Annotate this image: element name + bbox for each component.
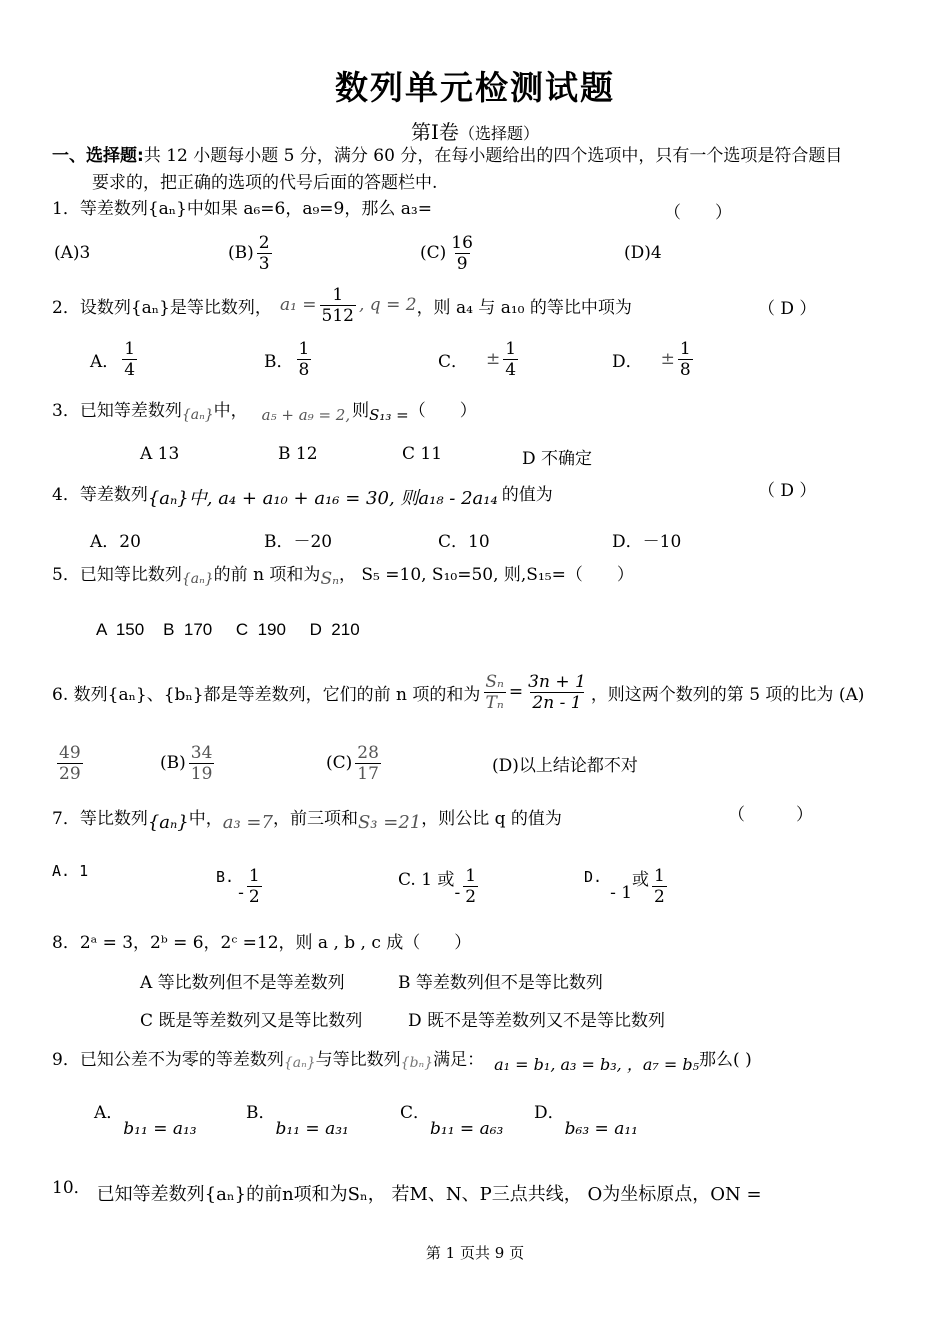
q4-option-b: B．－20 [264,532,333,552]
q1-option-d: (D)4 [624,243,662,263]
question-6-stem: 6. 数列{aₙ}、{bₙ}都是等差数列，它们的前 n 项的和为 $\frac{\text{Sₙ}}{\text{Tₙ}}$ = $\frac{3n + 1}{2n - 1}$ ，则这两个数列的第 5 项的比为 (A) [52,671,865,713]
q2-option-b: B． $\frac{1}{8}$ [264,338,310,380]
q1-option-b: (B) $\frac{2}{3}$ [228,232,270,274]
q7-option-c: C. 1 或 - $\frac{1}{2}$ [398,865,477,907]
question-10-stem: 10． 已知等差数列{aₙ}的前n项和为Sₙ， 若M、N、P三点共线， O为坐标原点，ON = [52,1164,762,1206]
q3-option-a: A 13 [140,444,180,464]
fraction: $\frac{1}{8}$ [679,338,691,380]
question-4-answer-paren: （ D ） [758,481,817,501]
question-8-stem: 8．2ᵃ = 3，2ᵇ = 6，2ᶜ =12，则 a , b , c 成（ ） [52,933,472,953]
q9-option-b: B． b₁₁ = a₃₁ [246,1102,349,1139]
q6-option-a [54,738,86,788]
fraction: $\frac{1}{2}$ [248,865,260,907]
q6-option-b: (B) $\frac{34}{19}$ [160,742,213,784]
question-10-number: 10． [52,1177,91,1198]
part-label: 第Ⅰ卷 [411,120,459,144]
q1-option-a: (A)3 [54,243,91,263]
q8-option-d: D 既不是等差数列又不是等比数列 [408,1011,666,1031]
q7-option-d: D. - 1 或 $\frac{1}{2}$ [584,865,665,907]
fraction: $\frac{1}{512}$ [321,284,354,326]
q6-option-d: (D)以上结论都不对 [492,755,638,776]
question-5-stem: 5．已知等比数列 {aₙ} 的前 n 项和为 Sₙ ， S₅ =10, S₁₀=50, 则,S₁₅=（ ） [52,564,634,589]
question-3-stem: 3．已知等差数列 {aₙ} 中， a₅ + a₉ = 2, 则 S₁₃ = （ ） [52,400,477,424]
q4-option-a: A．20 [90,532,141,552]
q2-option-d: D． ± $\frac{1}{8}$ [612,338,691,380]
part-note: （选择题） [458,124,539,143]
q7-option-b: B. - $\frac{1}{2}$ [216,865,260,907]
q1-option-c: (C) $\frac{16}{9}$ [420,232,473,274]
fraction: $\frac{1}{2}$ [465,865,477,907]
section-text-2: 要求的，把正确的选项的代号后面的答题栏中. [92,173,438,193]
q6-option-c: (C) $\frac{28}{17}$ [326,742,379,784]
fraction: $\frac{34}{19}$ [190,742,213,784]
q3-option-b: B 12 [278,444,318,464]
question-2-stem: 2．设数列{aₙ}是等比数列， a₁ = $\frac{1}{512}$ , q = 2 ，则 a₄ 与 a₁₀ 的等比中项为 [52,284,632,326]
q2-option-a: A． $\frac{1}{4}$ [90,338,136,380]
question-2-answer-paren: （ D ） [758,299,817,319]
fraction: $\frac{1}{8}$ [298,338,310,380]
fraction: $\frac{1}{4}$ [124,338,136,380]
q3-option-c: C 11 [402,444,443,464]
section-instructions [52,143,910,169]
q4-option-d: D．－10 [612,532,682,552]
q3-option-d: D 不确定 [522,449,593,469]
section-label: 一、选择题: [52,146,144,166]
q9-option-a: A． b₁₁ = a₁₃ [94,1102,197,1139]
fraction: $\frac{1}{4}$ [505,338,517,380]
paper-part-heading [0,116,950,145]
question-4-stem: 4．等差数列 {aₙ}中, a₄ + a₁₀ + a₁₆ = 30, 则a₁₈ - 2a₁₄ 的值为 [52,484,553,509]
fraction: $\frac{\text{Sₙ}}{\text{Tₙ}}$ [485,671,504,713]
fraction: $\frac{3n + 1}{2n - 1}$ [528,671,586,713]
q9-option-d: D． b₆₃ = a₁₁ [534,1102,638,1139]
fraction: $\frac{1}{2}$ [654,865,665,907]
q8-option-b: B 等差数列但不是等比数列 [398,973,603,993]
page-title: 数列单元检测试题 [335,68,615,107]
q8-option-c: C 既是等差数列又是等比数列 [140,1011,363,1031]
q7-option-a: A. 1 [52,862,89,880]
question-1-stem: 1．等差数列{aₙ}中如果 a₆=6，a₉=9，那么 a₃= [52,199,432,219]
q9-option-c: C． b₁₁ = a₆₃ [400,1102,504,1139]
q8-option-a: A 等比数列但不是等差数列 [140,973,345,993]
section-text-1: 共 12 小题每小题 5 分，满分 60 分，在每小题给出的四个选项中，只有一个选项是符合题目 [143,146,843,166]
page-footer: 第 1 页共 9 页 [425,1244,525,1262]
q4-option-c: C．10 [438,532,490,552]
q2-option-c: C． ± $\frac{1}{4}$ [438,338,517,380]
question-1-answer-paren: （ ） [664,203,732,223]
fraction: $\frac{2}{3}$ [258,232,270,274]
fraction: $\frac{16}{9}$ [451,232,473,274]
fraction: $\frac{49}{29}$ [59,742,81,784]
fraction: $\frac{28}{17}$ [357,742,379,784]
question-9-stem: 9．已知公差不为零的等差数列 {aₙ} 与等比数列 {bₙ} 满足： a₁ = b₁, a₃ = b₃, ，a₇ = b₅ 那么( ) [52,1049,752,1074]
question-7-stem: 7．等比数列 {aₙ} 中， a₃ =7 ，前三项和 S₃ =21 ，则公比 q 的值为 [52,808,562,833]
q5-options: A 150 B 170 C 190 D 210 [96,620,360,639]
question-7-answer-paren: （ ） [728,805,813,825]
